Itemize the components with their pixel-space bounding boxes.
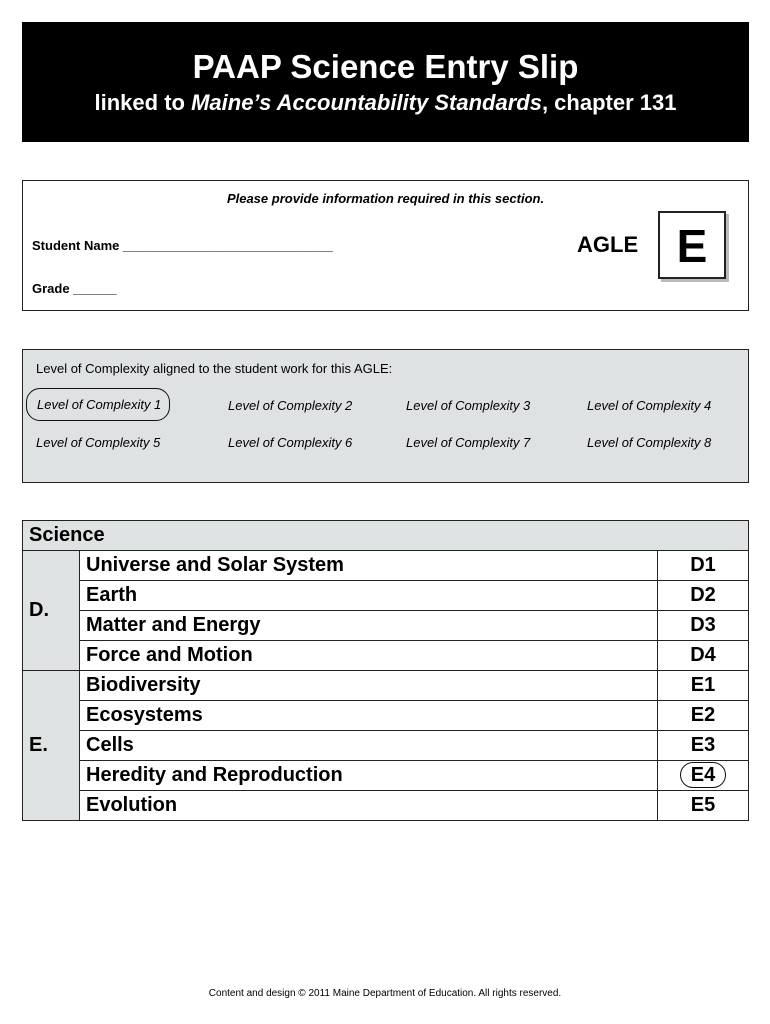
code-cell: D1 <box>658 551 749 581</box>
science-table <box>22 520 749 821</box>
complexity-option-4[interactable]: Level of Complexity 4 <box>587 398 712 413</box>
complexity-option-2[interactable]: Level of Complexity 2 <box>228 398 353 413</box>
code-cell: E1 <box>658 671 749 701</box>
code-cell: E5 <box>658 791 749 821</box>
code-cell-selected <box>658 761 749 791</box>
table-row[interactable] <box>23 671 749 701</box>
code-cell: D2 <box>658 581 749 611</box>
page-subtitle <box>22 89 749 117</box>
section-label-e: E. <box>23 671 80 821</box>
science-heading: Science <box>23 521 749 551</box>
table-row[interactable] <box>23 791 749 821</box>
subtitle-prefix: linked to <box>94 90 192 115</box>
table-row[interactable] <box>23 581 749 611</box>
page-title: PAAP Science Entry Slip <box>192 48 579 85</box>
code-cell: E3 <box>658 731 749 761</box>
code-cell: D3 <box>658 611 749 641</box>
header-banner <box>22 22 749 142</box>
table-row[interactable] <box>23 701 749 731</box>
complexity-option-1[interactable]: Level of Complexity 1 <box>26 388 170 421</box>
subtitle-standards: Maine’s Accountability Standards <box>191 90 542 115</box>
topic-cell: Heredity and Reproduction <box>80 761 658 791</box>
complexity-option-7[interactable]: Level of Complexity 7 <box>406 435 531 450</box>
section-label-d: D. <box>23 551 80 671</box>
complexity-option-3[interactable]: Level of Complexity 3 <box>406 398 531 413</box>
table-row[interactable] <box>23 551 749 581</box>
topic-cell: Earth <box>80 581 658 611</box>
topic-cell: Evolution <box>80 791 658 821</box>
agle-label: AGLE <box>577 232 639 257</box>
subtitle-suffix: , chapter 131 <box>541 90 677 115</box>
table-row[interactable] <box>23 731 749 761</box>
code-cell: D4 <box>658 641 749 671</box>
student-name-field[interactable]: Student Name _____________________________ <box>32 238 333 253</box>
topic-cell: Cells <box>80 731 658 761</box>
complexity-section <box>22 349 749 483</box>
selected-code-circle: E4 <box>680 762 726 788</box>
complexity-option-8[interactable]: Level of Complexity 8 <box>587 435 712 450</box>
code-cell: E2 <box>658 701 749 731</box>
copyright-footer: Content and design © 2011 Maine Department of Education. All rights reserved. <box>208 988 562 999</box>
table-row[interactable] <box>23 641 749 671</box>
topic-cell: Ecosystems <box>80 701 658 731</box>
info-note: Please provide information required in this section. <box>226 191 545 206</box>
topic-cell: Biodiversity <box>80 671 658 701</box>
table-row[interactable] <box>23 761 749 791</box>
student-info-section <box>22 180 749 311</box>
agle-value-box: E <box>658 211 726 279</box>
complexity-heading: Level of Complexity aligned to the student work for this AGLE: <box>36 361 393 376</box>
topic-cell: Matter and Energy <box>80 611 658 641</box>
complexity-option-5[interactable]: Level of Complexity 5 <box>36 435 161 450</box>
science-heading-row <box>23 521 749 551</box>
table-row[interactable] <box>23 611 749 641</box>
grade-field[interactable]: Grade ______ <box>32 281 117 296</box>
topic-cell: Universe and Solar System <box>80 551 658 581</box>
complexity-option-6[interactable]: Level of Complexity 6 <box>228 435 353 450</box>
topic-cell: Force and Motion <box>80 641 658 671</box>
